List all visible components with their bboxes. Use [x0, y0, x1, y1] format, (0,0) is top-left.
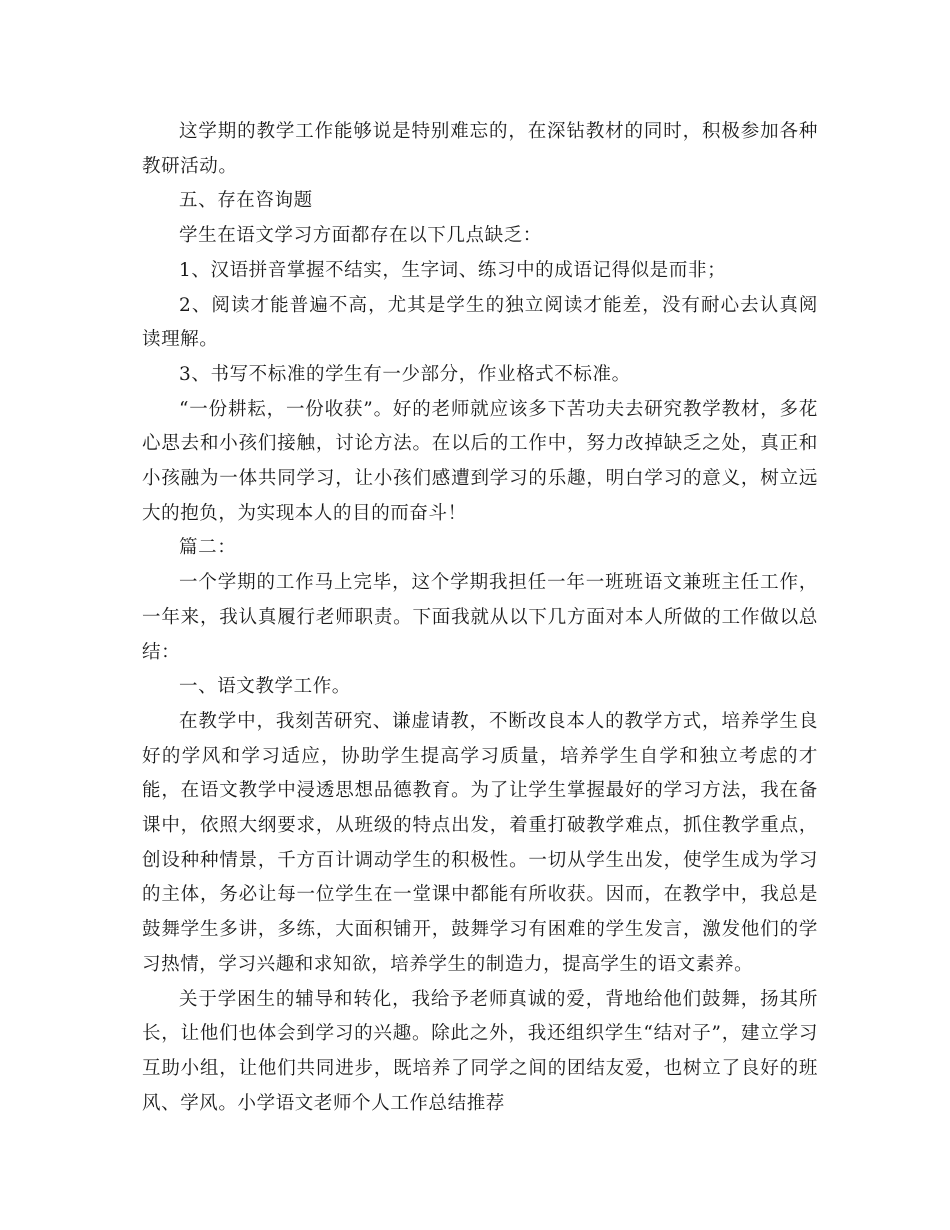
- paragraph-struggling-students: 关于学困生的辅导和转化，我给予老师真诚的爱，背地给他们鼓舞，扬其所长，让他们也体会到学习的兴趣。除此之外，我还组织学生“结对子”，建立学习互助小组，让他们共同进步，既培养了同学之间的团结友爱，也树立了良好的班风、学风。小学语文老师个人工作总结推荐: [142, 988, 818, 1114]
- section-heading-part-two: 篇二：: [179, 537, 237, 559]
- list-item-reading: 2、阅读才能普遍不高，尤其是学生的独立阅读才能差，没有耐心去认真阅读理解。: [142, 294, 818, 351]
- paragraph-semester-intro: 一个学期的工作马上完毕，这个学期我担任一年一班班语文兼班主任工作，一年来，我认真履行老师职责。下面我就从以下几方面对本人所做的工作做以总结：: [142, 572, 818, 663]
- list-item-pinyin: 1、汉语拼音掌握不结实，生字词、练习中的成语记得似是而非；: [179, 259, 727, 281]
- list-item-writing: 3、书写不标准的学生有一少部分，作业格式不标准。: [179, 363, 631, 385]
- paragraph-research-activities: 这学期的教学工作能够说是特别难忘的，在深钻教材的同时，积极参加各种教研活动。: [142, 121, 818, 177]
- paragraph-shortcomings-intro: 学生在语文学习方面都存在以下几点缺乏：: [179, 225, 542, 247]
- paragraph-conclusion: “一份耕耘，一份收获”。好的老师就应该多下苦功夫去研究教学教材，多花心思去和小孩们接触，讨论方法。在以后的工作中，努力改掉缺乏之处，真正和小孩融为一体共同学习，让小孩们感遭到学习的乐趣，明白学习的意义，树立远大的抱负，为实现本人的目的而奋斗！: [142, 398, 818, 524]
- body-text: [142, 115, 818, 1121]
- section-heading-problems: 五、存在咨询题: [179, 190, 313, 212]
- section-heading-chinese-teaching: 一、语文教学工作。: [179, 676, 351, 698]
- paragraph-teaching-methods: 在教学中，我刻苦研究、谦虚请教，不断改良本人的教学方式，培养学生良好的学风和学习适应，协助学生提高学习质量，培养学生自学和独立考虑的才能，在语文教学中浸透思想品德教育。为了让学生掌握最好的学习方法，我在备课中，依照大纲要求，从班级的特点出发，着重打破教学难点，抓住教学重点，创设种种情景，千方百计调动学生的积极性。一切从学生出发，使学生成为学习的主体，务必让每一位学生在一堂课中都能有所收获。因而，在教学中，我总是鼓舞学生多讲，多练，大面积铺开，鼓舞学习有困难的学生发言，激发他们的学习热情，学习兴趣和求知欲，培养学生的制造力，提高学生的语文素养。: [142, 710, 818, 975]
